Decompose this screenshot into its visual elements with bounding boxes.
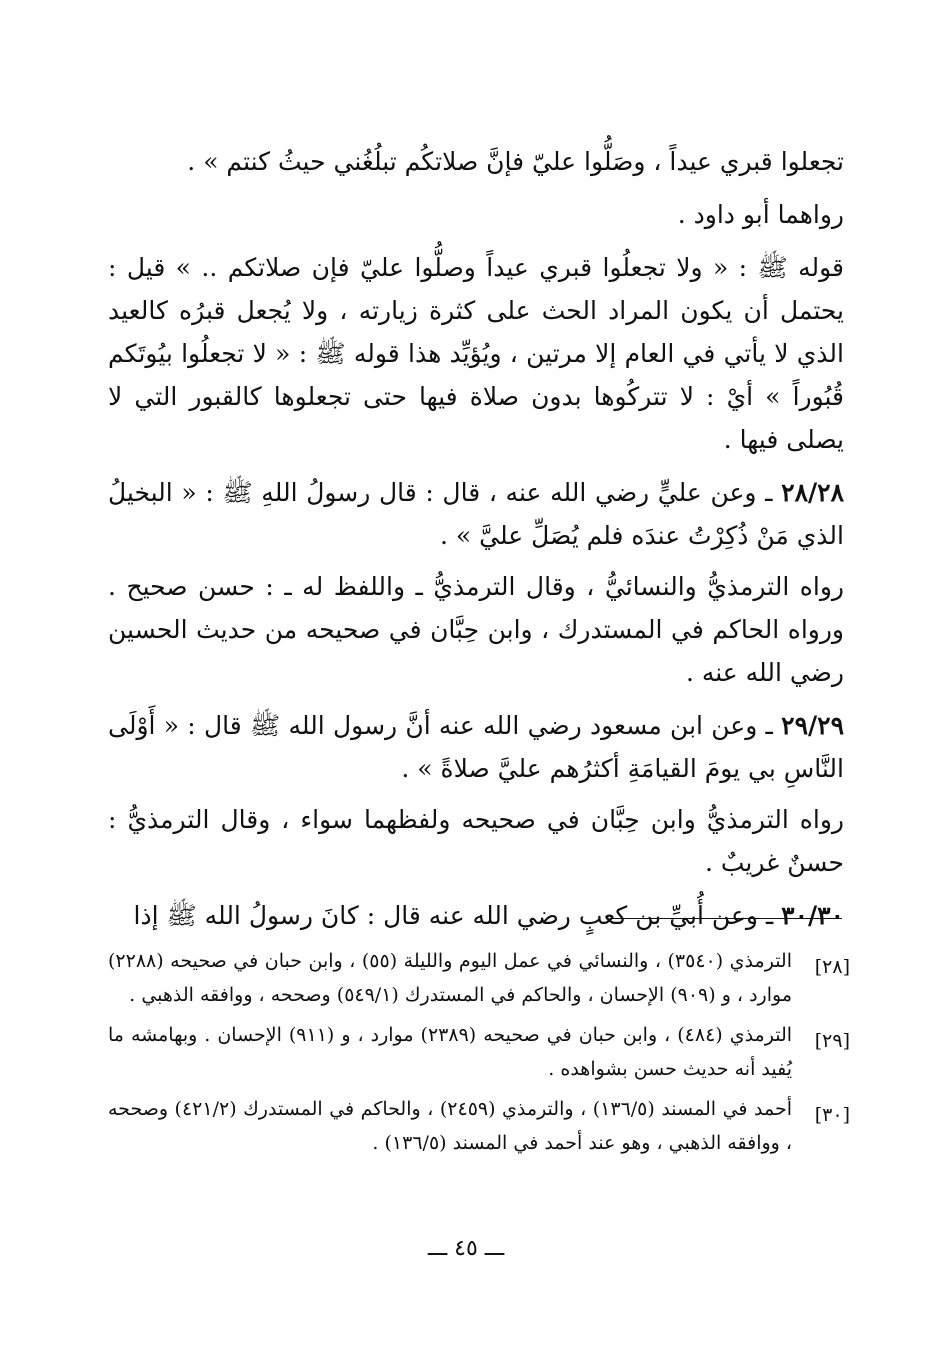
main-text xyxy=(108,140,844,947)
footnote-number: [٢٩] xyxy=(814,1030,850,1052)
hadith-text: ـ وعن أُبيِّ بن كعبٍ رضي الله عنه قال : كانَ رسولُ الله ﷺ إذا xyxy=(133,901,782,930)
footnote xyxy=(108,944,850,1012)
footnote-number: [٣٠] xyxy=(814,1104,850,1126)
hadith-30 xyxy=(108,894,844,937)
paragraph: تجعلوا قبري عيداً ، وصَلُّوا عليّ فإنَّ صلاتكُم تبلُغُني حيثُ كنتم » . xyxy=(187,147,844,176)
hadith-number: ٣٠/٣٠ xyxy=(781,901,844,930)
hadith-29 xyxy=(108,704,844,790)
footnote-number: [٢٨] xyxy=(814,956,850,978)
hadith-number: ٢٨/٢٨ xyxy=(781,478,844,507)
hadith-text: ـ وعن عليٍّ رضي الله عنه ، قال : قال رسولُ اللهِ ﷺ : « البخيلُ الذي مَنْ ذُكِرْتُ عندَه فلم يُصَلِّ عليَّ » . xyxy=(108,478,844,550)
footnotes xyxy=(108,944,850,1166)
footnote xyxy=(108,1018,850,1086)
paragraph: قوله ﷺ : « ولا تجعلُوا قبري عيداً وصلُّوا عليّ فإن صلاتكم .. » قيل : يحتمل أن يكون المراد الحث على كثرة زيارته ، ولا يُجعل قبرُه كالعيد الذي لا يأتي في العام إلا مرتين ، ويُؤيِّد هذا قوله ﷺ : « لا تجعلُوا بيُوتَكم قُبُوراً » أيْ : لا تتركُوها بدون صلاة فيها حتى تجعلوها كالقبور التي لا يصلى فيها . xyxy=(108,253,844,454)
hadith-text: ـ وعن ابن مسعود رضي الله عنه أنَّ رسول الله ﷺ قال : « أَوْلَى النَّاسِ بي يومَ القيامَةِ أكثرُهم عليَّ صلاةً » . xyxy=(108,711,844,783)
paragraph: رواه الترمذيُّ والنسائيُّ ، وقال الترمذيُّ ـ واللفظ له ـ : حسن صحيح . ورواه الحاكم في المستدرك ، وابن حِبَّان في صحيحه من حديث الحسين رضي الله عنه . xyxy=(108,572,844,687)
paragraph: رواهما أبو داود . xyxy=(677,200,844,229)
footnote-text: أحمد في المسند (١٣٦/٥) ، والترمذي (٢٤٥٩) ، والحاكم في المستدرك (٤٢١/٢) وصححه ، ووافقه الذهبي ، وهو عند أحمد في المسند (١٣٦/٥) . xyxy=(108,1098,793,1154)
hadith-number: ٢٩/٢٩ xyxy=(781,711,844,740)
footnote-divider xyxy=(610,918,842,919)
page-number: ـــ ٤٥ ـــ xyxy=(427,1236,505,1261)
paragraph: رواه الترمذيُّ وابن حِبَّان في صحيحه ولفظهما سواء ، وقال الترمذيُّ : حسنٌ غريبٌ . xyxy=(108,805,844,877)
hadith-28 xyxy=(108,471,844,557)
footnote xyxy=(108,1092,850,1160)
footnote-text: الترمذي (٣٥٤٠) ، والنسائي في عمل اليوم والليلة (٥٥) ، وابن حبان في صحيحه (٢٢٨٨) موارد ، و (٩٠٩) الإحسان ، والحاكم في المستدرك (٥٤٩/١) وصححه ، ووافقه الذهبي . xyxy=(108,950,792,1006)
footnote-text: الترمذي (٤٨٤) ، وابن حبان في صحيحه (٢٣٨٩) موارد ، و (٩١١) الإحسان . وبهامشه ما يُفيد أنه حديث حسن بشواهده . xyxy=(108,1024,793,1080)
